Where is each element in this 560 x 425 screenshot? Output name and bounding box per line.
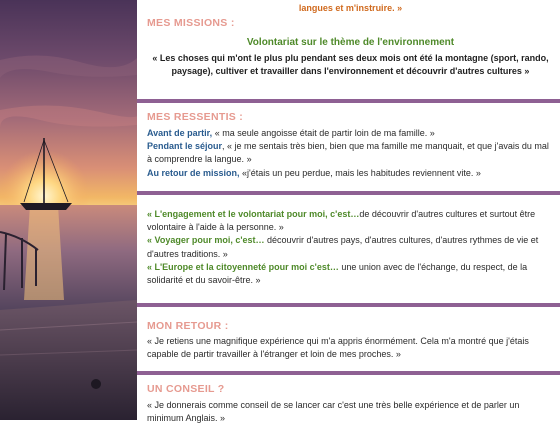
conseil-heading: UN CONSEIL ? — [147, 383, 225, 395]
ressentis-label: Avant de partir, — [147, 128, 213, 138]
engagement-item — [147, 234, 554, 260]
content-column — [137, 0, 560, 424]
ressentis-block — [147, 127, 554, 180]
ressentis-text: , « je me sentais très bien, bien que ma famille me manquait, et que j'avais du mal à comprendre la langue. » — [147, 141, 549, 165]
ressentis-heading: MES RESSENTIS : — [147, 111, 244, 123]
engagement-item — [147, 261, 554, 287]
engagement-label: « Voyager pour moi, c'est… — [147, 235, 265, 246]
engagement-block — [147, 208, 554, 287]
engagement-text: une union avec de l'échange, du respect, de la solidarité et du savoir-être. » — [147, 261, 528, 286]
ressentis-text: « ma seule angoisse était de partir loin de ma famille. » — [212, 128, 435, 138]
retour-text: « Je retiens une magnifique expérience qui m'a appris énormément. Cela m'a montré que j'étais capable de partir travailler à l'étranger et loin de mes proches. » — [147, 336, 529, 360]
ressentis-text: «j'étais un peu perdue, mais les habitudes reviennent vite. » — [239, 167, 481, 178]
engagement-label: « L'Europe et la citoyenneté pour moi c'est… — [147, 261, 339, 272]
ressentis-item — [147, 140, 554, 166]
missions-title: Volontariat sur le thème de l'environnement — [246, 37, 455, 48]
retour-heading: MON RETOUR : — [147, 320, 229, 332]
ressentis-label: Pendant le séjour — [147, 141, 223, 152]
sunset-harbor-photo — [0, 0, 137, 420]
ressentis-label: Au retour de mission, — [147, 167, 240, 178]
photo-scene — [0, 0, 137, 420]
engagement-text: de découvrir d'autres cultures et surtout être volontaire à l'aide à la personne. » — [147, 209, 536, 233]
missions-text: « Les choses qui m'ont le plus plu pendant ses deux mois ont été la montagne (sport, rando, paysage), cultiver et travailler dans l'environnement et découvrir d'autres cultures » — [152, 53, 549, 77]
top-fragment: langues et m'instruire. » — [298, 3, 403, 13]
engagement-item — [147, 208, 554, 234]
ressentis-item — [147, 127, 554, 140]
missions-heading: MES MISSIONS : — [147, 17, 235, 29]
ressentis-item — [147, 167, 554, 180]
engagement-text: découvrir d'autres pays, d'autres cultures, d'autres rythmes de vie et d'autres traditions. » — [147, 235, 539, 259]
conseil-text: « Je donnerais comme conseil de se lancer car c'est une très belle expérience et de parler un minimum Anglais. » — [147, 400, 520, 424]
engagement-label: « L'engagement et le volontariat pour moi, c'est… — [147, 209, 360, 219]
